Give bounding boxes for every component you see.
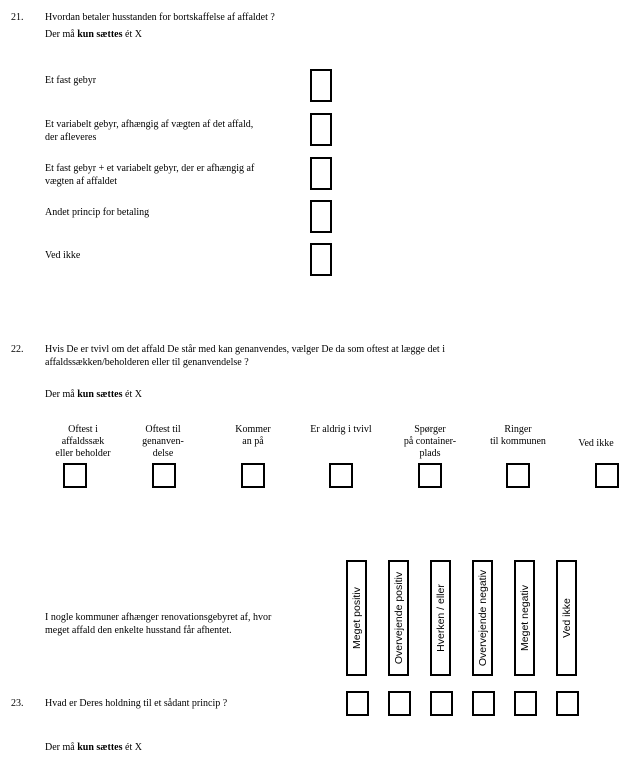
q23-scale-label-mostly-negative: Overvejende negativ xyxy=(472,560,493,676)
q22-instruction: Der må kun sættes ét X xyxy=(45,389,142,400)
q23-checkbox-very-positive[interactable] xyxy=(346,691,369,716)
q21-instruction: Der må kun sættes ét X xyxy=(45,29,142,40)
q21-checkbox-fixed-fee[interactable] xyxy=(310,69,332,102)
q21-option-5-label: Ved ikke xyxy=(45,250,81,261)
q21-number: 21. xyxy=(11,12,24,23)
q22-col-header-recycling: Oftest til genanven- delse xyxy=(142,424,184,459)
q23-scale-label-very-negative: Meget negativ xyxy=(514,560,535,676)
q22-col-header-call-municipality: Ringer til kommunen xyxy=(490,424,546,447)
q23-scale-label-mostly-positive: Overvejende positiv xyxy=(388,560,409,676)
q22-col-header-depends: Kommer an på xyxy=(235,424,271,447)
q23-checkbox-dont-know[interactable] xyxy=(556,691,579,716)
q22-checkbox-depends[interactable] xyxy=(241,463,265,488)
q22-checkbox-recycling[interactable] xyxy=(152,463,176,488)
q22-col-header-never-in-doubt: Er aldrig i tvivl xyxy=(310,424,372,435)
q23-question: Hvad er Deres holdning til et sådant princip ? xyxy=(45,698,228,709)
q22-number: 22. xyxy=(11,344,24,355)
q21-checkbox-dont-know[interactable] xyxy=(310,243,332,276)
q22-col-header-waste-bag: Oftest i affaldssæk eller beholder xyxy=(55,424,111,459)
q23-scale-label-neither: Hverken / eller xyxy=(430,560,451,676)
q22-question: Hvis De er tvivl om det affald De står med kan genanvendes, vælger De da som oftest at lægge det i affaldssækken/beholderen eller til genanvendelse ? xyxy=(45,344,445,368)
q23-scale-label-dont-know: Ved ikke xyxy=(556,560,577,676)
q23-checkbox-very-negative[interactable] xyxy=(514,691,537,716)
q21-option-3-label: Et fast gebyr + et variabelt gebyr, der er afhængig af vægten af affaldet xyxy=(45,163,255,187)
q23-checkbox-mostly-positive[interactable] xyxy=(388,691,411,716)
q22-checkbox-dont-know[interactable] xyxy=(595,463,619,488)
q22-col-header-dont-know: Ved ikke xyxy=(578,438,614,449)
q23-instruction-bold: kun sættes xyxy=(77,742,123,753)
q23-checkbox-neither[interactable] xyxy=(430,691,453,716)
q23-checkbox-mostly-negative[interactable] xyxy=(472,691,495,716)
q21-option-2-label: Et variabelt gebyr, afhængig af vægten af det affald, der afleveres xyxy=(45,119,254,143)
q23-intro: I nogle kommuner afhænger renovationsgebyret af, hvor meget affald den enkelte husstand får afhentet. xyxy=(45,612,272,636)
q21-question: Hvordan betaler husstanden for bortskaffelse af affaldet ? xyxy=(45,12,275,23)
q22-checkbox-call-municipality[interactable] xyxy=(506,463,530,488)
q21-option-4-label: Andet princip for betaling xyxy=(45,207,150,218)
q21-instruction-bold: kun sættes xyxy=(77,29,123,40)
q21-checkbox-other-principle[interactable] xyxy=(310,200,332,233)
q22-checkbox-never-in-doubt[interactable] xyxy=(329,463,353,488)
q21-checkbox-fixed-plus-variable[interactable] xyxy=(310,157,332,190)
q23-instruction: Der må kun sættes ét X xyxy=(45,742,142,753)
q22-checkbox-ask-at-site[interactable] xyxy=(418,463,442,488)
q22-col-header-ask-at-site: Spørger på container- plads xyxy=(403,424,457,459)
q21-checkbox-variable-fee[interactable] xyxy=(310,113,332,146)
q23-number: 23. xyxy=(11,698,24,709)
q23-scale-label-very-positive: Meget positiv xyxy=(346,560,367,676)
q22-instruction-bold: kun sættes xyxy=(77,389,123,400)
q22-checkbox-waste-bag[interactable] xyxy=(63,463,87,488)
q21-option-1-label: Et fast gebyr xyxy=(45,75,97,86)
